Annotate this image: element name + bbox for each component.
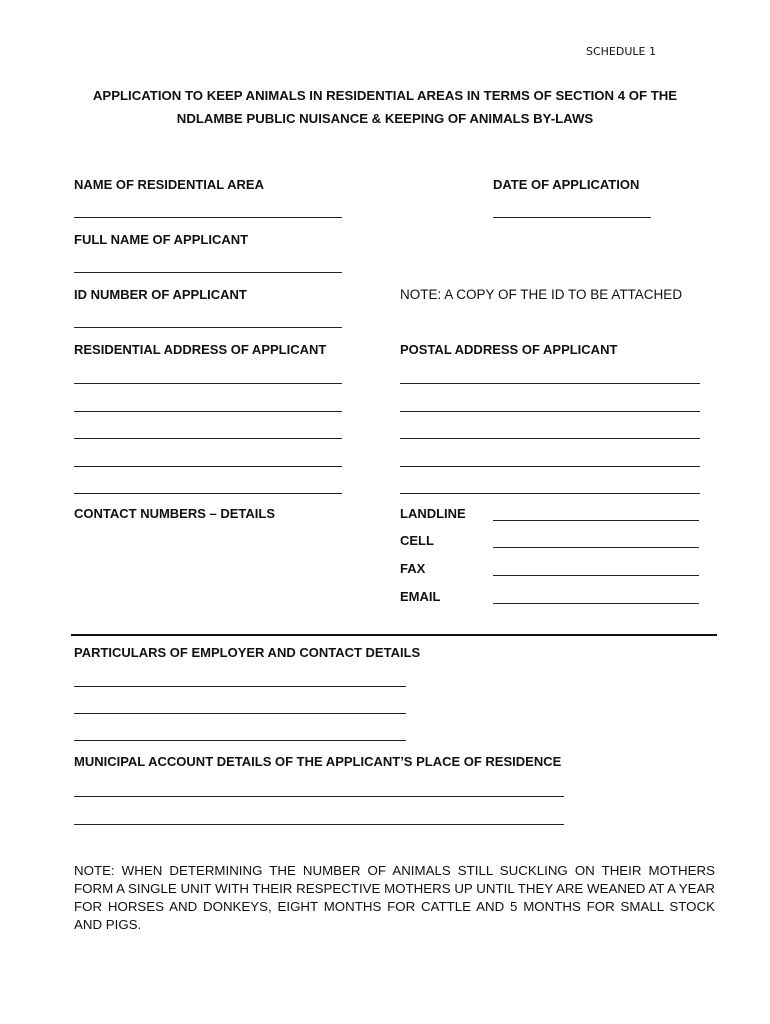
suckling-animals-note: NOTE: WHEN DETERMINING THE NUMBER OF ANIMALS STILL SUCKLING ON THEIR MOTHERS FORM A SINGLE UNIT WITH THEIR RESPECTIVE MOTHERS UP UNTIL THEY ARE WEANED AT A YEAR FOR HORSES AND DONKEYS, EIGHT MONTHS FOR CATTLE AND 5 MONTHS FOR SMALL STOCK AND PIGS.: [74, 863, 715, 932]
employer-label: PARTICULARS OF EMPLOYER AND CONTACT DETAILS: [74, 645, 421, 660]
id-number-input-line[interactable]: [74, 327, 342, 328]
employer-line-1[interactable]: [74, 686, 406, 687]
fax-input-line[interactable]: [493, 575, 699, 576]
fax-label: FAX: [400, 561, 426, 576]
residential-address-label: RESIDENTIAL ADDRESS OF APPLICANT: [74, 342, 327, 357]
postal-address-line-1[interactable]: [400, 383, 700, 384]
residential-address-line-1[interactable]: [74, 383, 342, 384]
residential-address-line-2[interactable]: [74, 411, 342, 412]
date-of-application-input-line[interactable]: [493, 217, 651, 218]
date-of-application-label: DATE OF APPLICATION: [493, 177, 640, 192]
municipal-account-label: MUNICIPAL ACCOUNT DETAILS OF THE APPLICANT’S PLACE OF RESIDENCE: [74, 754, 562, 769]
municipal-account-line-2[interactable]: [74, 824, 564, 825]
postal-address-line-3[interactable]: [400, 438, 700, 439]
residential-area-input-line[interactable]: [74, 217, 342, 218]
municipal-account-line-1[interactable]: [74, 796, 564, 797]
postal-address-line-2[interactable]: [400, 411, 700, 412]
employer-line-3[interactable]: [74, 740, 406, 741]
residential-address-line-3[interactable]: [74, 438, 342, 439]
id-copy-note: NOTE: A COPY OF THE ID TO BE ATTACHED: [400, 287, 683, 302]
residential-address-line-4[interactable]: [74, 466, 342, 467]
landline-label: LANDLINE: [400, 506, 466, 521]
form-title-line-1: APPLICATION TO KEEP ANIMALS IN RESIDENTIAL AREAS IN TERMS OF SECTION 4 OF THE: [92, 88, 678, 103]
residential-address-line-5[interactable]: [74, 493, 342, 494]
id-number-label: ID NUMBER OF APPLICANT: [74, 287, 247, 302]
contact-numbers-label: CONTACT NUMBERS – DETAILS: [74, 506, 276, 521]
form-title-line-2: NDLAMBE PUBLIC NUISANCE & KEEPING OF ANIMALS BY-LAWS: [176, 111, 594, 126]
email-input-line[interactable]: [493, 603, 699, 604]
cell-label: CELL: [400, 533, 434, 548]
full-name-input-line[interactable]: [74, 272, 342, 273]
cell-input-line[interactable]: [493, 547, 699, 548]
section-divider: [71, 634, 717, 636]
postal-address-line-4[interactable]: [400, 466, 700, 467]
schedule-label: SCHEDULE 1: [586, 45, 656, 58]
postal-address-line-5[interactable]: [400, 493, 700, 494]
full-name-label: FULL NAME OF APPLICANT: [74, 232, 249, 247]
landline-input-line[interactable]: [493, 520, 699, 521]
residential-area-label: NAME OF RESIDENTIAL AREA: [74, 177, 264, 192]
email-label: EMAIL: [400, 589, 441, 604]
employer-line-2[interactable]: [74, 713, 406, 714]
postal-address-label: POSTAL ADDRESS OF APPLICANT: [400, 342, 618, 357]
